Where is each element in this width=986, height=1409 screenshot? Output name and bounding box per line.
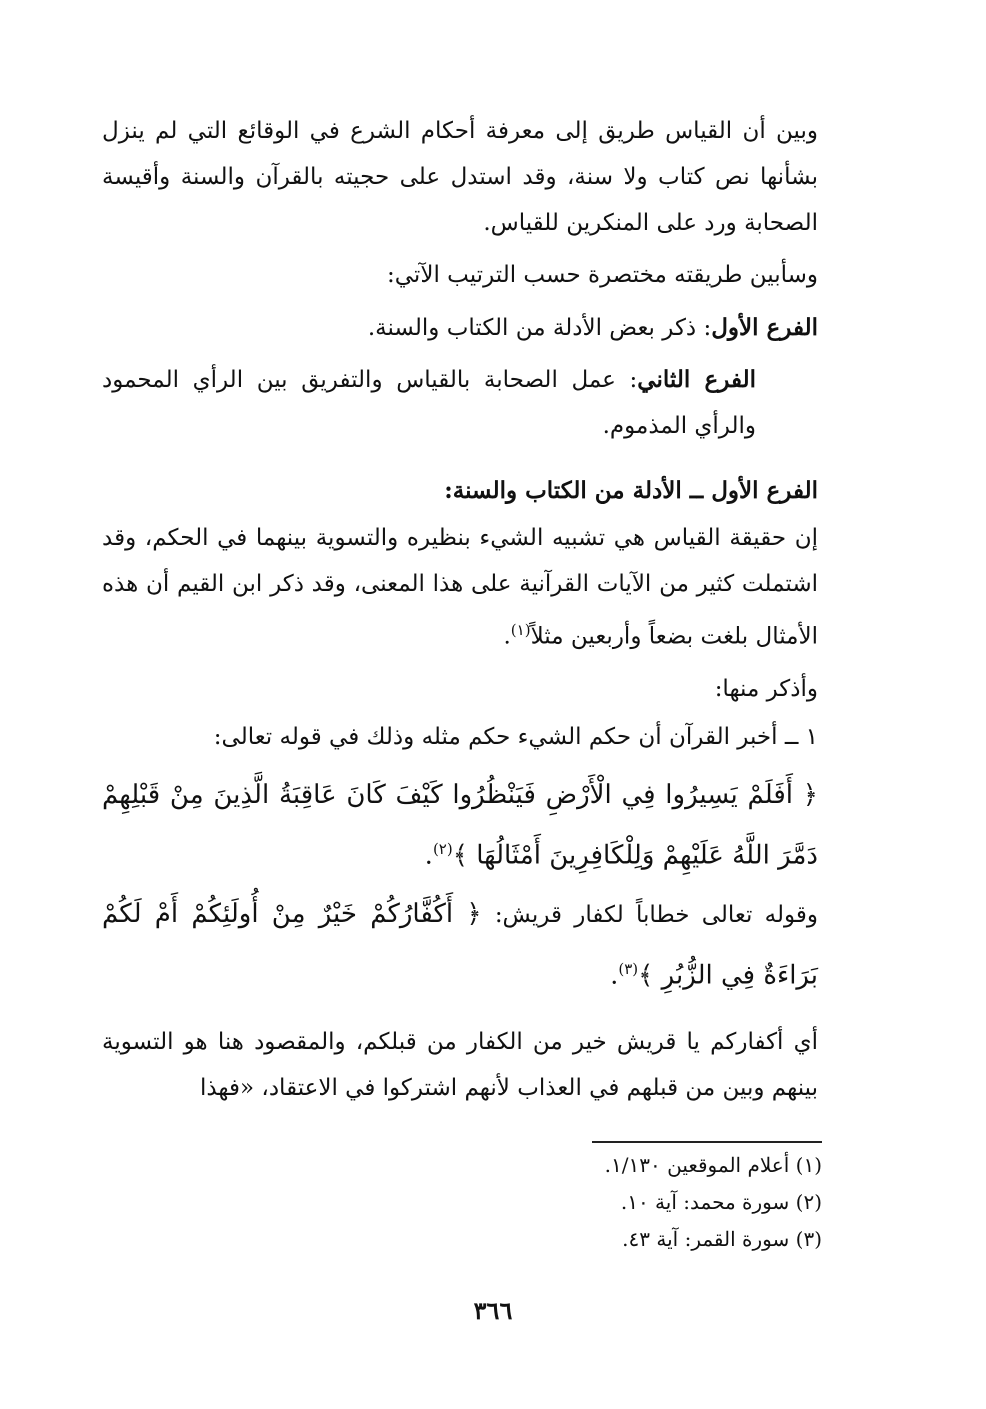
footnote-ref-2[interactable]: (٢)	[432, 840, 453, 858]
branch-two-text: : عمل الصحابة بالقياس والتفريق بين الرأي المحمود والرأي المذموم.	[102, 367, 756, 439]
example-item-1: ١ ــ أخبر القرآن أن حكم الشيء حكم مثله وذلك في قوله تعالى:	[213, 724, 818, 750]
paragraph-mention-examples: وأذكر منها:	[714, 676, 818, 702]
sentence-end: .	[424, 840, 433, 871]
branch-two-label: الفرع الثاني	[637, 366, 756, 393]
paragraph-qiyas-definition: وبين أن القياس طريق إلى معرفة أحكام الشرع في الوقائع التي لم ينزل بشأنها نص كتاب ولا سنة، وقد استدل على حجيته بالقرآن والسنة وأقيسة الصحابة ورد على المنكرين للقياس.	[102, 118, 818, 236]
sentence-end: .	[610, 960, 619, 991]
footnote-ref-3[interactable]: (٣)	[618, 960, 639, 978]
branch-one-label: الفرع الأول	[711, 314, 818, 341]
footnote-1: (١) أعلام الموقعين ١/١٣٠.	[604, 1153, 822, 1177]
sentence-end: .	[503, 623, 511, 650]
footnote-separator	[592, 1141, 822, 1143]
quran-verse-2-text: ﴿ أَكُفَّارُكُمْ خَيْرٌ مِنْ أُولَئِكُمْ أَمْ لَكُمْ بَرَاءَةٌ فِي الزُّبُرِ ﴾	[102, 899, 818, 991]
quran-verse-1	[102, 768, 818, 883]
branch-two-summary	[102, 357, 756, 449]
quran-verse-2-block	[102, 887, 818, 1003]
page-number: ٣٦٦	[473, 1296, 513, 1325]
branch-one-text: : ذكر بعض الأدلة من الكتاب والسنة.	[367, 315, 712, 341]
footnote-3: (٣) سورة القمر: آية ٤٣.	[622, 1227, 822, 1251]
section-heading: الفرع الأول ــ الأدلة من الكتاب والسنة:	[444, 477, 818, 504]
footnote-ref-1[interactable]: (١)	[510, 621, 531, 639]
footnote-2: (٢) سورة محمد: آية ١٠.	[620, 1190, 822, 1214]
quran-verse-1-text: ﴿ أَفَلَمْ يَسِيرُوا فِي الْأَرْضِ فَيَنْظُرُوا كَيْفَ كَانَ عَاقِبَةُ الَّذِينَ مِنْ قَبْلِهِمْ دَمَّرَ اللَّهُ عَلَيْهِمْ وَلِلْكَافِرِينَ أَمْثَالُهَا ﴾	[102, 780, 818, 871]
paragraph-method-intro: وسأبين طريقته مختصرة حسب الترتيب الآتي:	[387, 262, 818, 288]
paragraph-explanation: أي أكفاركم يا قريش خير من الكفار من قبلكم، والمقصود هنا هو التسوية بينهم وبين من قبلهم في العذاب لأنهم اشتركوا في الاعتقاد، «فهذا	[102, 1029, 818, 1101]
paragraph-qiyas-reality	[102, 515, 818, 660]
verse-2-intro: وقوله تعالى خطاباً لكفار قريش:	[494, 902, 819, 928]
paragraph-qiyas-reality-text: إن حقيقة القياس هي تشبيه الشيء بنظيره والتسوية بينهما في الحكم، وقد اشتملت كثير من الآيات القرآنية على هذا المعنى، وقد ذكر ابن القيم أن هذه الأمثال بلغت بضعاً وأربعين مثلاً	[102, 525, 818, 650]
branch-one-summary	[368, 305, 818, 351]
